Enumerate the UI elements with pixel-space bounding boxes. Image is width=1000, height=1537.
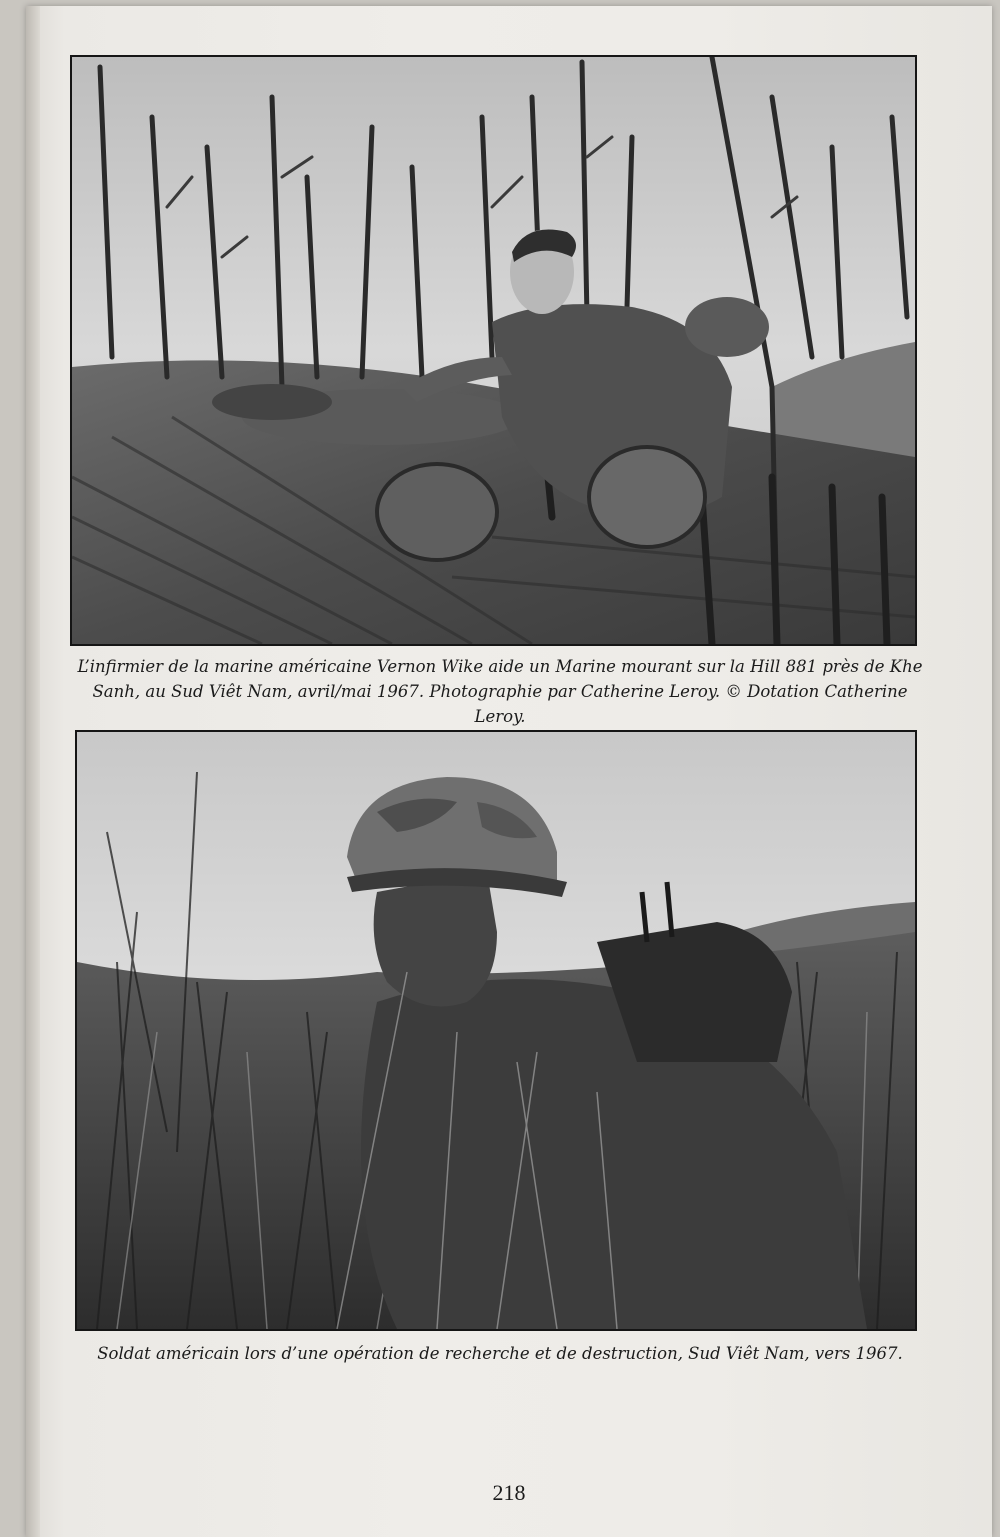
photo-medic-caption — [70, 654, 930, 729]
page-gutter-edge — [26, 6, 40, 1537]
book-page — [26, 6, 992, 1537]
photo-soldier-search-and-destroy-image — [77, 732, 915, 1329]
photo-soldier-caption-line-1: Soldat américain lors d’une opération de recherche et de destruction, Sud Viêt Nam, vers 1967. — [97, 1344, 903, 1363]
page-number: 218 — [492, 1480, 526, 1505]
photo-soldier-caption — [70, 1341, 930, 1366]
photo-soldier-search-and-destroy — [75, 730, 917, 1331]
photo-medic-caption-line-2: Sanh, au Sud Viêt Nam, avril/mai 1967. Photographie par Catherine Leroy. © Dotation Catherine Leroy. — [92, 682, 908, 726]
photo-medic-hill-881-image — [72, 57, 915, 644]
photo-medic-caption-line-1: L’infirmier de la marine américaine Vernon Wike aide un Marine mourant sur la Hill 881 près de Khe — [77, 657, 923, 676]
photo-medic-hill-881 — [70, 55, 917, 646]
